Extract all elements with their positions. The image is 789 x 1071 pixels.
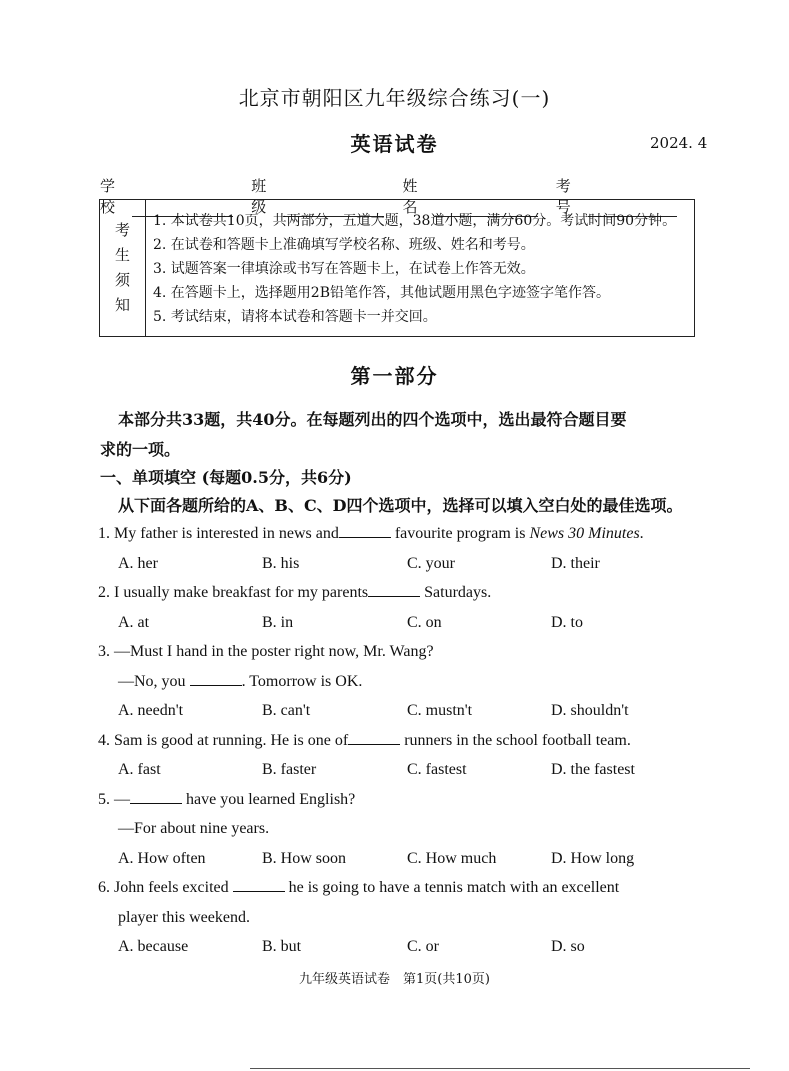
- exam-number-label: 考号: [555, 177, 571, 216]
- option-row: [98, 757, 708, 787]
- question-stem: [98, 580, 708, 610]
- question-text: runners in the school football team.: [400, 731, 631, 749]
- question-stem: [98, 521, 708, 551]
- section-title: 一、单项填空 (每题0.5分，共6分): [100, 468, 352, 487]
- option-row: [98, 551, 708, 581]
- exam-subtitle: 英语试卷: [350, 132, 439, 156]
- page-footer: 九年级英语试卷 第1页(共10页): [299, 972, 490, 987]
- name-label: 姓名: [402, 177, 418, 216]
- notice-items: [146, 200, 676, 336]
- exam-date: 2024. 4: [650, 134, 708, 152]
- option-a: A. at: [118, 613, 150, 631]
- option-c: C. or: [407, 938, 439, 955]
- question-text: 5. —: [98, 790, 130, 808]
- question-text: 2. I usually make breakfast for my parents: [98, 584, 369, 601]
- option-c: C. fastest: [407, 761, 467, 778]
- option-row: [98, 698, 708, 728]
- question-text: 6. John feels excited: [98, 879, 229, 896]
- answer-blank: [339, 522, 391, 538]
- option-b: B. in: [262, 613, 294, 631]
- question-stem-continued: player this weekend.: [118, 908, 250, 926]
- scan-edge-line: [250, 1068, 750, 1069]
- option-b: B. can't: [262, 702, 311, 719]
- option-b: B. but: [262, 938, 302, 955]
- option-row: [98, 934, 708, 964]
- option-a: A. her: [118, 554, 158, 572]
- question-text: Saturdays.: [420, 584, 492, 601]
- school-label: 学校: [100, 177, 116, 216]
- question-text: .: [639, 525, 644, 542]
- notice-label-char: 考: [114, 221, 130, 239]
- option-row: [98, 610, 708, 640]
- question-text: . Tomorrow is OK.: [241, 672, 363, 690]
- option-b: B. his: [262, 554, 300, 572]
- exam-title: 北京市朝阳区九年级综合练习(一): [238, 86, 551, 110]
- notice-item: 4. 在答题卡上，选择题用2B铅笔作答，其他试题用黑色字迹签字笔作答。: [153, 285, 611, 301]
- option-d: D. shouldn't: [551, 702, 629, 719]
- question-text-italic: News 30 Minutes: [529, 525, 640, 542]
- question-stem: [98, 875, 708, 905]
- question-stem-continued: —For about nine years.: [118, 820, 270, 837]
- option-c: C. on: [407, 613, 442, 631]
- option-c: C. How much: [407, 849, 497, 867]
- intro-line: 求的一项。: [100, 440, 181, 459]
- option-d: D. the fastest: [551, 761, 635, 778]
- option-c: C. your: [407, 554, 455, 572]
- option-a: A. How often: [118, 849, 206, 867]
- option-a: A. needn't: [118, 702, 184, 719]
- option-c: C. mustn't: [407, 702, 473, 719]
- option-b: B. How soon: [262, 849, 347, 867]
- notice-item: 3. 试题答案一律填涂或书写在答题卡上，在试卷上作答无效。: [153, 261, 535, 277]
- question-text: have you learned English?: [182, 790, 356, 808]
- intro-line: 本部分共33题，共40分。在每题列出的四个选项中，选出最符合题目要: [118, 410, 627, 429]
- notice-label-char: 须: [114, 271, 130, 289]
- answer-blank: [233, 876, 285, 892]
- question-stem: 3. —Must I hand in the poster right now, Mr. Wang?: [98, 643, 434, 660]
- option-d: D. How long: [551, 849, 635, 867]
- option-b: B. faster: [262, 761, 317, 778]
- question-text: 1. My father is interested in news and: [98, 525, 339, 542]
- option-row: [98, 846, 708, 876]
- notice-label: [100, 200, 146, 336]
- answer-blank: [368, 581, 420, 597]
- option-a: A. because: [118, 938, 189, 955]
- part-title: 第一部分: [350, 364, 439, 388]
- answer-blank: [130, 788, 182, 804]
- option-d: D. so: [551, 938, 585, 955]
- question-stem-continued: [98, 669, 708, 699]
- section-instruction: 从下面各题所给的A、B、C、D四个选项中，选择可以填入空白处的最佳选项。: [118, 496, 683, 515]
- question-text: 4. Sam is good at running. He is one of: [98, 731, 349, 749]
- notice-label-char: 知: [114, 296, 130, 314]
- question-text: he is going to have a tennis match with an excellent: [284, 879, 620, 896]
- question-list: [98, 521, 708, 964]
- question-stem: [98, 787, 708, 817]
- question-text: —No, you: [118, 672, 186, 690]
- notice-item: 5. 考试结束，请将本试卷和答题卡一并交回。: [153, 309, 437, 325]
- option-a: A. fast: [118, 761, 161, 778]
- exam-notice-box: [99, 199, 695, 337]
- answer-blank: [190, 670, 242, 686]
- part-intro: [100, 405, 698, 465]
- option-d: D. to: [551, 613, 583, 631]
- class-label: 班级: [251, 177, 267, 216]
- notice-item: 2. 在试卷和答题卡上准确填写学校名称、班级、姓名和考号。: [153, 237, 535, 253]
- question-text: favourite program is: [390, 525, 530, 542]
- notice-item: 1. 本试卷共10页，共两部分，五道大题，38道小题，满分60分。考试时间90分钟。: [153, 213, 677, 229]
- question-stem: [98, 728, 708, 758]
- option-d: D. their: [551, 554, 600, 572]
- answer-blank: [348, 729, 400, 745]
- notice-label-char: 生: [114, 246, 130, 264]
